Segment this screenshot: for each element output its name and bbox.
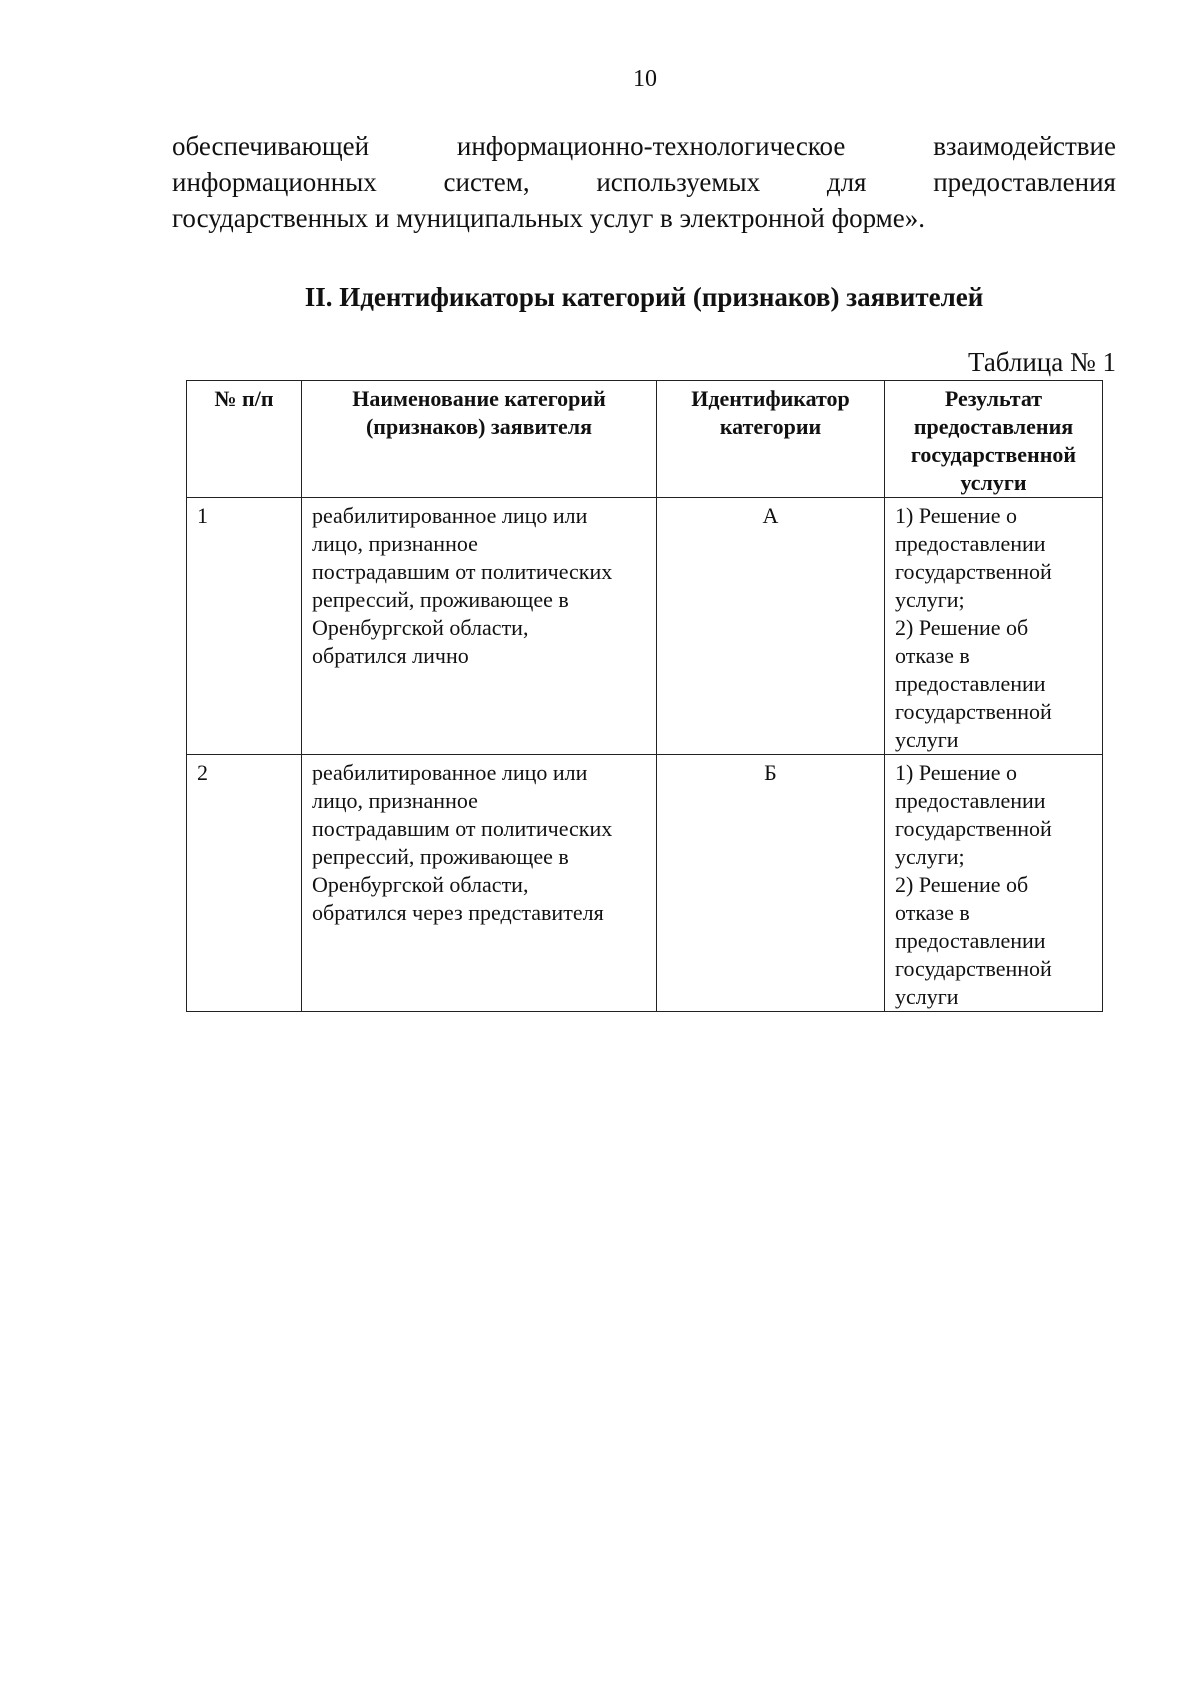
header-number: № п/п (187, 381, 302, 498)
intro-paragraph (172, 128, 1116, 236)
paragraph-word: информационно-технологическое (456, 131, 846, 161)
row-category-id: А (657, 498, 885, 755)
section-heading: II. Идентификаторы категорий (признаков) заявителей (304, 282, 984, 312)
paragraph-word: для (826, 167, 867, 197)
paragraph-word: предоставления (933, 167, 1116, 197)
table-caption: Таблица № 1 (968, 347, 1116, 377)
row-number: 1 (187, 498, 302, 755)
row-category-id: Б (657, 755, 885, 1012)
paragraph-word: обеспечивающей (172, 131, 370, 161)
paragraph-word: используемых (596, 167, 761, 197)
page-number: 10 (633, 66, 657, 92)
table-row (187, 498, 1103, 755)
row-service-result: 1) Решение о предоставлении государственной услуги; 2) Решение об отказе в предоставлении государственной услуги (885, 755, 1103, 1012)
row-service-result: 1) Решение о предоставлении государственной услуги; 2) Решение об отказе в предоставлении государственной услуги (885, 498, 1103, 755)
table-row (187, 755, 1103, 1012)
row-category-name: реабилитированное лицо или лицо, признанное пострадавшим от политических репрессий, проживающее в Оренбургской области, обратился через представителя (302, 755, 657, 1012)
header-category-id: Идентификатор категории (657, 381, 885, 498)
paragraph-line-3: государственных и муниципальных услуг в электронной форме». (172, 203, 925, 233)
header-category-name: Наименование категорий (признаков) заявителя (302, 381, 657, 498)
paragraph-line-1 (172, 128, 1116, 164)
paragraph-word: информационных (172, 167, 377, 197)
header-service-result: Результат предоставления государственной услуги (885, 381, 1103, 498)
paragraph-line-2 (172, 164, 1116, 200)
paragraph-word: систем, (443, 167, 530, 197)
row-category-name: реабилитированное лицо или лицо, признанное пострадавшим от политических репрессий, проживающее в Оренбургской области, обратился лично (302, 498, 657, 755)
row-number: 2 (187, 755, 302, 1012)
categories-table (186, 380, 1103, 1012)
paragraph-word: взаимодействие (933, 131, 1116, 161)
table-header-row (187, 381, 1103, 498)
